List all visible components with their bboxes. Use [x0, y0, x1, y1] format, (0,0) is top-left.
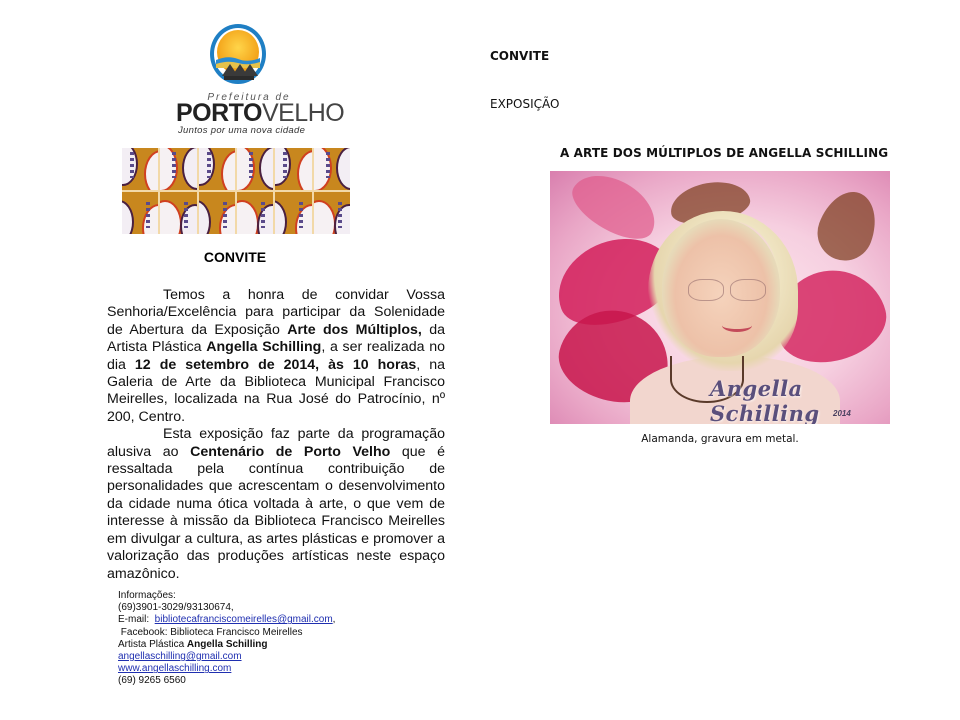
library-phones: (69)3901-3029/93130674,	[118, 602, 234, 614]
portrait-smile	[722, 319, 752, 332]
info-label: Informações:	[118, 590, 176, 601]
invitation-body	[107, 287, 445, 583]
mosaic-tile	[275, 148, 311, 190]
mosaic-tile	[122, 192, 158, 234]
mosaic-tile	[314, 192, 350, 234]
invitation-paragraph-2: Esta exposição faz parte da programação alusiva ao Centenário de Porto Velho que é ressaltada pela contínua contribuição de personalidades que acrescentam o desenvolvimento da cidade numa ótica voltada à arte, o que vem de interesse à missão da Biblioteca Francisco Meirelles em divulgar a cultura, as artes plásticas e promover a valorização das produções artísticas neste espaço amazônico.	[107, 426, 445, 582]
exhibition-name: Arte dos Múltiplos,	[287, 321, 422, 338]
artist-portrait-image	[550, 171, 890, 424]
mosaic-tile	[122, 148, 158, 190]
artist-signature: Angella Schilling	[710, 376, 820, 424]
event-datetime: 12 de setembro de 2014, às 10 horas	[134, 356, 417, 373]
mosaic-tile	[237, 192, 273, 234]
artwork-mosaic-image	[122, 148, 350, 234]
artist-phone: (69) 9265 6560	[118, 675, 186, 687]
right-convite-heading: CONVITE	[490, 49, 550, 63]
portrait-glasses	[730, 279, 766, 301]
city-name: PORTOVELHO	[176, 99, 345, 127]
centenary-name: Centenário de Porto Velho	[190, 443, 391, 460]
artist-name: Angella Schilling	[206, 339, 322, 356]
prefeitura-logo	[160, 18, 345, 136]
artist-website-link[interactable]: www.angellaschilling.com	[118, 663, 232, 675]
mosaic-tile	[314, 148, 350, 190]
signature-year: 2014	[833, 409, 851, 418]
mosaic-tile	[275, 192, 311, 234]
mosaic-tile	[160, 192, 196, 234]
invitation-paragraph-1: Temos a honra de convidar Vossa Senhoria/Excelência para participar da Solenidade de Abertura da Exposição Arte dos Múltiplos, da Artista Plástica Angella Schilling, a ser realizada no dia 12 de setembro de 2014, às 10 horas, na Galeria de Arte da Biblioteca Municipal Francisco Meirelles, localizada na Rua José do Patrocínio, nº 200, Centro.	[107, 287, 446, 425]
contact-info	[118, 590, 418, 688]
library-email-link[interactable]: bibliotecafranciscomeirelles@gmail.com	[154, 614, 333, 626]
artist-email-link[interactable]: angellaschilling@gmail.com	[118, 651, 242, 663]
exhibition-heading: A ARTE DOS MÚLTIPLOS DE ANGELLA SCHILLING	[560, 146, 889, 160]
flower-petal	[564, 171, 667, 250]
flower-petal	[810, 184, 886, 269]
portrait-glasses	[688, 279, 724, 301]
mosaic-tile	[237, 148, 273, 190]
library-email-row: E-mail: bibliotecafranciscomeirelles@gmail.com,	[118, 614, 336, 626]
mosaic-tile	[199, 148, 235, 190]
logo-slogan: Juntos por uma nova cidade	[178, 125, 306, 136]
right-exposicao-label: EXPOSIÇÃO	[490, 97, 560, 111]
mosaic-tile	[199, 192, 235, 234]
library-facebook: Facebook: Biblioteca Francisco Meirelles	[118, 626, 303, 638]
prefeitura-label: Prefeitura de	[207, 92, 291, 103]
prefeitura-emblem-icon	[208, 22, 268, 90]
invitation-title: CONVITE	[203, 249, 267, 265]
artist-row: Artista Plástica Angella Schilling	[118, 638, 268, 650]
mosaic-tile	[160, 148, 196, 190]
photo-caption: Alamanda, gravura em metal.	[641, 433, 799, 445]
